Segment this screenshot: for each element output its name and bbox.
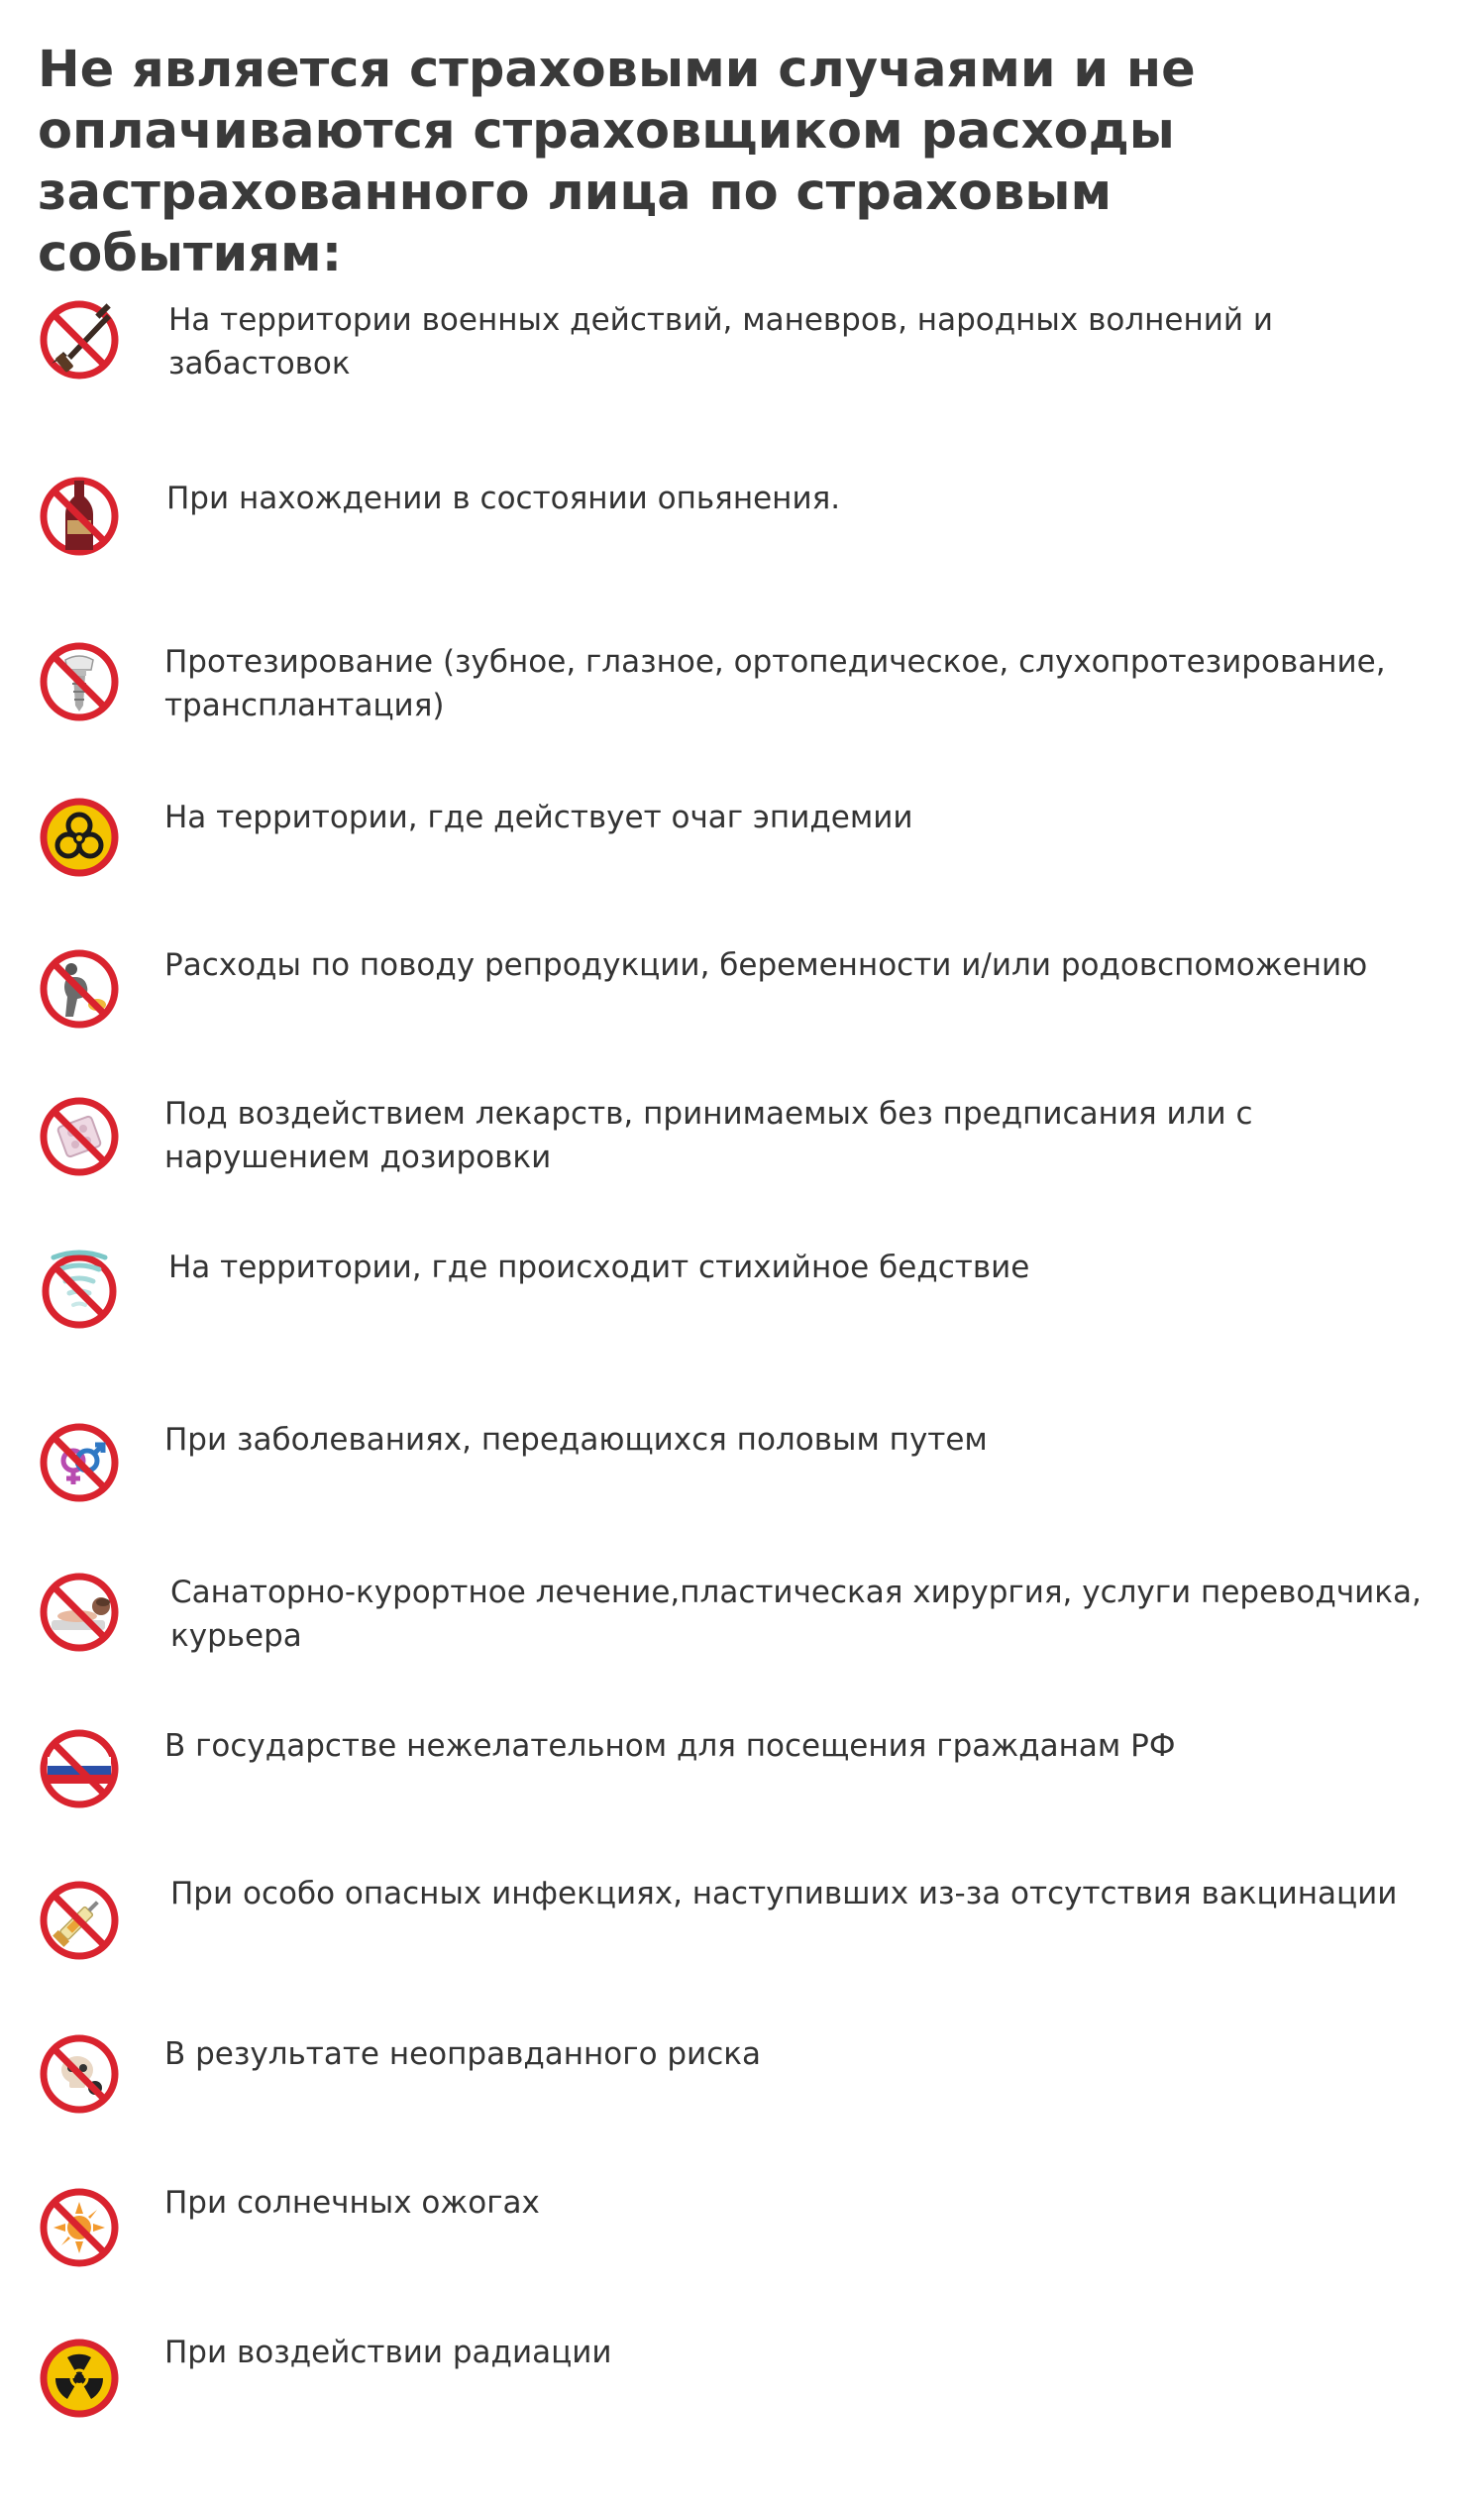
- no-weapons-icon: [38, 298, 121, 382]
- no-pills-icon: [38, 1095, 121, 1178]
- list-item: [0, 1092, 1484, 1211]
- item-text: При заболеваниях, передающихся половым путем: [164, 1422, 988, 1458]
- item-text: На территории, где происходит стихийное бедствие: [168, 1250, 1030, 1285]
- list-item: [0, 469, 1484, 588]
- list-item: [0, 793, 1484, 912]
- list-item: [0, 1724, 1484, 1843]
- no-pregnancy-icon: [38, 947, 121, 1031]
- list-item: [0, 1571, 1484, 1690]
- list-item: [0, 634, 1484, 753]
- no-tornado-icon: [38, 1246, 121, 1329]
- item-text: В результате неоправданного риска: [164, 2036, 761, 2072]
- item-text: При особо опасных инфекциях, наступивших из-за отсутствия вакцинации: [170, 1876, 1398, 1911]
- no-risk-icon: [38, 2032, 121, 2116]
- list-item: [0, 2331, 1484, 2450]
- item-text: Протезирование (зубное, глазное, ортопедическое, слухопротезирование, трансплантация): [164, 644, 1386, 723]
- item-text: При нахождении в состоянии опьянения.: [166, 481, 841, 516]
- no-sunburn-icon: [38, 2186, 121, 2269]
- item-text: При солнечных ожогах: [164, 2185, 540, 2221]
- biohazard-icon: [38, 796, 121, 879]
- no-alcohol-icon: [38, 475, 121, 558]
- no-implant-icon: [38, 640, 121, 723]
- list-item: [0, 2028, 1484, 2147]
- list-item: [0, 1418, 1484, 1537]
- no-std-icon: [38, 1421, 121, 1504]
- item-text: На территории военных действий, маневров, народных волнений и забастовок: [168, 302, 1274, 382]
- no-russia-flag-icon: [38, 1727, 121, 1810]
- radiation-icon: [38, 2337, 121, 2420]
- list-item: [0, 2181, 1484, 2300]
- list-item: [0, 943, 1484, 1062]
- page-title: Не является страховыми случаями и не оплачиваются страховщиком расходы застрахованного лица по страховым событиям:: [38, 41, 1196, 283]
- list-item: [0, 1246, 1484, 1364]
- item-text: Расходы по поводу репродукции, беременности и/или родовспоможению: [164, 947, 1368, 983]
- list-item: [0, 292, 1484, 411]
- item-text: При воздействии радиации: [164, 2335, 612, 2370]
- list-item: [0, 1876, 1484, 1995]
- item-text: В государстве нежелательном для посещения гражданам РФ: [164, 1728, 1176, 1764]
- item-text: На территории, где действует очаг эпидемии: [164, 800, 913, 835]
- item-text: Санаторно-курортное лечение,пластическая хирургия, услуги переводчика, курьера: [170, 1575, 1422, 1654]
- no-vaccine-icon: [38, 1879, 121, 1962]
- no-spa-icon: [38, 1571, 121, 1654]
- item-text: Под воздействием лекарств, принимаемых без предписания или с нарушением дозировки: [164, 1096, 1253, 1175]
